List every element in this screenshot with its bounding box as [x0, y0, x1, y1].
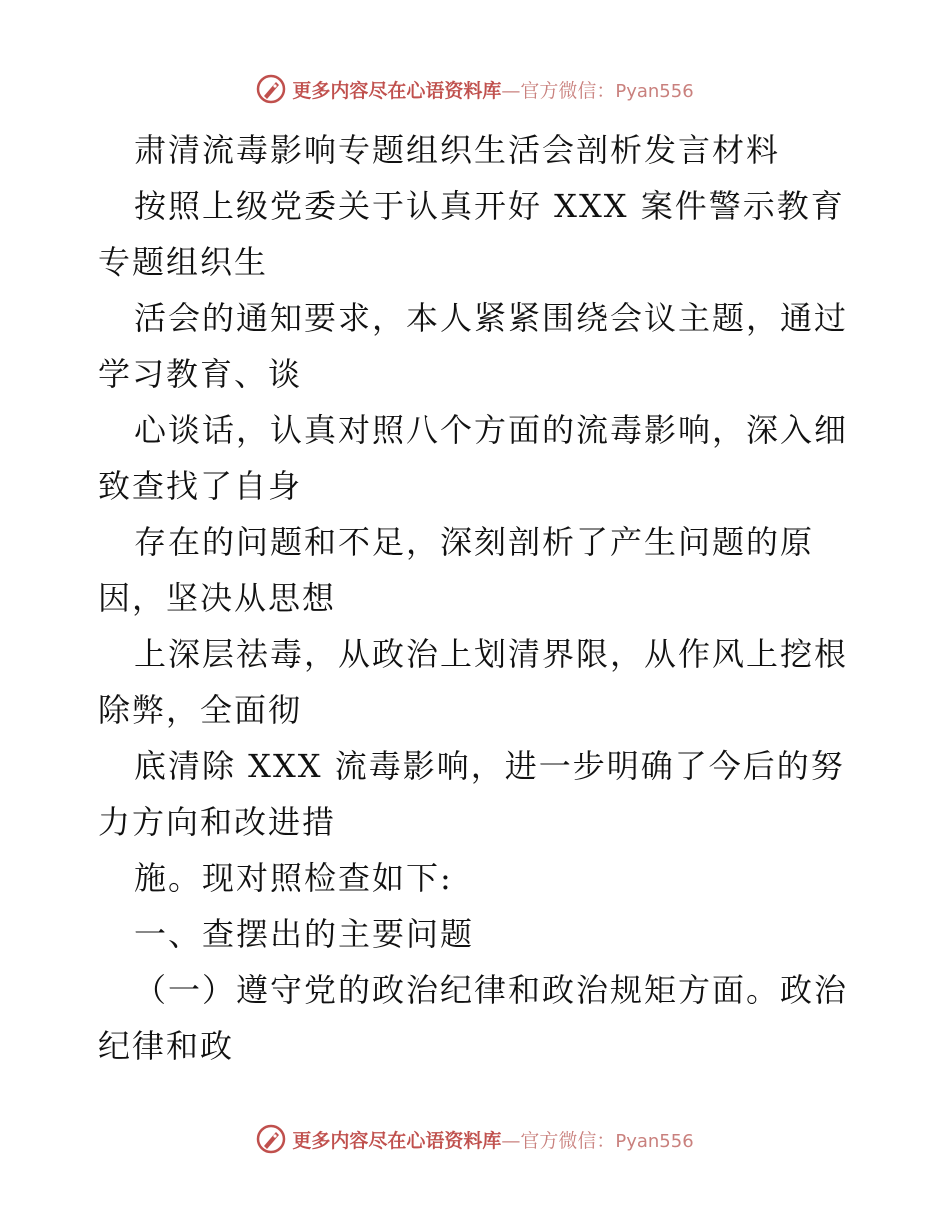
watermark-dash: — — [501, 1129, 521, 1152]
document-line: 除弊，全面彻 — [98, 691, 303, 729]
watermark-text — [292, 1126, 693, 1153]
watermark-official: 官方微信： — [520, 79, 616, 102]
document-line: 专题组织生 — [98, 243, 269, 281]
watermark-main: 更多内容尽在心语资料库 — [292, 1129, 502, 1152]
document-line: 肃清流毒影响专题组织生活会剖析发言材料 — [134, 131, 781, 169]
document-line: 底清除 XXX 流毒影响，进一步明确了今后的努 — [134, 747, 845, 785]
document-line: 一、查摆出的主要问题 — [134, 915, 475, 953]
watermark-id: Pyan556 — [615, 80, 694, 102]
pen-nib-logo-icon — [256, 1124, 286, 1154]
document-line: 活会的通知要求，本人紧紧围绕会议主题，通过 — [134, 299, 849, 337]
watermark-official: 官方微信： — [520, 1129, 616, 1152]
watermark-text — [292, 76, 693, 103]
footer-watermark — [0, 1122, 950, 1156]
document-line: 上深层祛毒，从政治上划清界限，从作风上挖根 — [134, 635, 849, 673]
watermark-dash: — — [501, 79, 521, 102]
document-line: （一）遵守党的政治纪律和政治规矩方面。政治 — [134, 971, 849, 1009]
document-line: 施。现对照检查如下: — [134, 859, 453, 897]
document-line: 心谈话，认真对照八个方面的流毒影响，深入细 — [134, 411, 849, 449]
document-line: 学习教育、谈 — [98, 355, 303, 393]
document-line: 纪律和政 — [98, 1027, 235, 1065]
watermark-main: 更多内容尽在心语资料库 — [292, 79, 502, 102]
pen-nib-logo-icon — [256, 74, 286, 104]
document-line: 按照上级党委关于认真开好 XXX 案件警示教育 — [134, 187, 845, 225]
document-line: 致查找了自身 — [98, 467, 303, 505]
document-body — [98, 122, 858, 1074]
header-watermark — [0, 72, 950, 106]
document-line: 力方向和改进措 — [98, 803, 337, 841]
watermark-id: Pyan556 — [615, 1130, 694, 1152]
document-line: 因，坚决从思想 — [98, 579, 337, 617]
document-line: 存在的问题和不足，深刻剖析了产生问题的原 — [134, 523, 815, 561]
